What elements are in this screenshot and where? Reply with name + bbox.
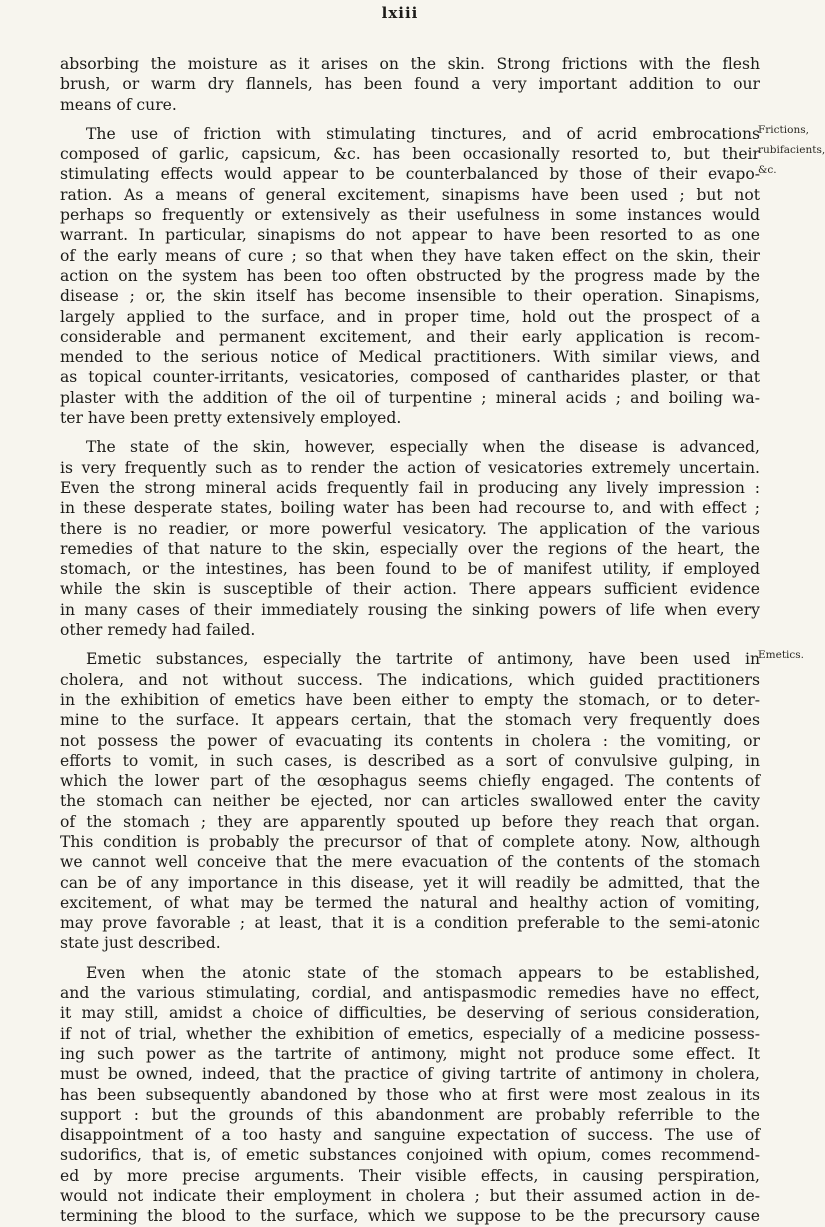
text-line [60,164,777,184]
line-text: termining the blood to the surface, which we suppose to be the precursory cause [60,1207,760,1226]
line-text: if not of trial, whether the exhibition of emetics, especially of a medicine possess- [60,1024,760,1043]
text-line [60,205,760,225]
text-line [60,478,760,498]
line-text: warrant. In particular, sinapisms do not appear to have been resorted to as one [60,226,760,245]
margin-note: Emetics. [758,649,805,662]
paragraph [60,437,760,640]
line-text: is very frequently such as to render the action of vesicatories extremely uncertain. [60,458,760,477]
text-line [60,286,760,306]
text-line [60,74,760,94]
line-text: in many cases of their immediately rousing the sinking powers of life when every [60,600,760,619]
line-text: brush, or warm dry flannels, has been found a very important addition to our [60,75,760,94]
text-line [60,751,760,771]
text-line [60,812,760,832]
line-text: would not indicate their employment in cholera ; but their assumed action in de- [60,1187,760,1206]
text-line [60,791,760,811]
line-text: action on the system has been too often obstructed by the progress made by the [60,266,760,285]
line-text: absorbing the moisture as it arises on the skin. Strong frictions with the flesh [60,55,760,73]
line-text: of the early means of cure ; so that when they have taken effect on the skin, their [60,246,760,265]
line-text: not possess the power of evacuating its contents in cholera : the vomiting, or [60,731,760,750]
line-text: largely applied to the surface, and in proper time, hold out the prospect of a [60,307,760,326]
line-text: sudorifics, that is, of emetic substances conjoined with opium, comes recommend- [60,1146,760,1165]
text-line [60,1003,760,1023]
text-line [60,913,760,933]
text-line [60,771,760,791]
paragraph-gap [60,954,760,963]
line-text: ed by more precise arguments. Their visible effects, in causing perspiration, [60,1166,760,1185]
line-text: Emetic substances, especially the tartrite of antimony, have been used in [86,650,760,669]
text-line [60,649,805,669]
text-line [60,437,760,457]
text-line [60,225,760,245]
text-line [60,246,760,266]
line-text: Even when the atonic state of the stomach appears to be established, [86,963,760,982]
text-line [60,144,825,164]
text-line [60,690,760,710]
text-line [60,458,760,478]
text-line [60,95,760,115]
text-line [60,832,760,852]
margin-note: Frictions, [758,123,809,136]
text-line [60,559,760,579]
text-line [60,123,809,144]
text-line [60,1206,760,1226]
text-line [60,1105,760,1125]
paragraph [60,649,805,953]
text-line [60,307,760,327]
text-line [60,1186,760,1206]
paragraph-gap [60,428,760,437]
line-text: in the exhibition of emetics have been either to empty the stomach, or to deter- [60,690,760,709]
page-number: lxiii [381,4,419,22]
line-text: has been subsequently abandoned by those who at first were most zealous in its [60,1085,760,1104]
paragraph [60,54,760,115]
text-line [60,54,760,74]
line-text: in these desperate states, boiling water has been had recourse to, and with effect ; [60,499,760,518]
line-text: ration. As a means of general excitement, sinapisms have been used ; but not [60,185,760,204]
line-text: of the stomach ; they are apparently spouted up before they reach that organ. [60,812,760,831]
line-text: disappointment of a too hasty and sanguine expectation of success. The use of [60,1126,760,1145]
line-text: This condition is probably the precursor of that of complete atony. Now, although [60,832,760,851]
line-text: The state of the skin, however, especially when the disease is advanced, [86,438,760,457]
line-text: must be owned, indeed, that the practice of giving tartrite of antimony in cholera, [60,1065,760,1084]
line-text: means of cure. [60,95,177,114]
text-line [60,1044,760,1064]
text-line [60,1125,760,1145]
line-text: and the various stimulating, cordial, and antispasmodic remedies have no effect, [60,984,760,1003]
paragraph [60,963,760,1227]
line-text: which the lower part of the œsophagus seems chiefly engaged. The contents of [60,772,760,791]
text-line [60,1145,760,1165]
line-text: composed of garlic, capsicum, &c. has been occasionally resorted to, but their [60,145,760,164]
line-text: ter have been pretty extensively employed. [60,409,402,428]
margin-note: rubifacients, [758,144,825,157]
text-line [60,1166,760,1186]
text-line [60,852,760,872]
line-text: considerable and permanent excitement, and their early application is recom- [60,327,760,346]
line-text: The use of friction with stimulating tinctures, and of acrid embrocations [86,124,760,143]
margin-note: &c. [758,164,777,177]
text-line [60,1064,760,1084]
line-text: support : but the grounds of this abandonment are probably referrible to the [60,1105,760,1124]
text-line [60,408,760,428]
text-line [60,519,760,539]
line-text: cholera, and not without success. The indications, which guided practitioners [60,670,760,689]
paragraph-gap [60,640,760,649]
text-line [60,327,760,347]
text-line [60,498,760,518]
text-line [60,933,760,953]
text-line [60,388,760,408]
line-text: other remedy had failed. [60,621,256,640]
paragraph-gap [60,115,760,124]
line-text: remedies of that nature to the skin, especially over the regions of the heart, the [60,539,760,558]
text-line [60,1085,760,1105]
text-line [60,983,760,1003]
line-text: plaster with the addition of the oil of turpentine ; mineral acids ; and boiling wa- [60,388,760,407]
line-text: state just described. [60,934,221,953]
line-text: efforts to vomit, in such cases, is described as a sort of convulsive gulping, in [60,751,760,770]
line-text: stomach, or the intestines, has been found to be of manifest utility, if employed [60,560,760,579]
line-text: ing such power as the tartrite of antimony, might not produce some effect. It [60,1044,760,1063]
text-line [60,600,760,620]
line-text: while the skin is susceptible of their action. There appears sufficient evidence [60,580,760,599]
line-text: can be of any importance in this disease, yet it will readily be admitted, that the [60,873,760,892]
line-text: stimulating effects would appear to be counterbalanced by those of their evapo- [60,165,760,184]
line-text: it may still, amidst a choice of difficulties, be deserving of serious consideration, [60,1004,760,1023]
text-line [60,266,760,286]
text-line [60,539,760,559]
text-line [60,347,760,367]
text-line [60,185,760,205]
line-text: there is no readier, or more powerful vesicatory. The application of the various [60,519,760,538]
text-line [60,710,760,730]
paragraph [60,123,825,428]
line-text: perhaps so frequently or extensively as their usefulness in some instances would [60,206,760,225]
line-text: mended to the serious notice of Medical practitioners. With similar views, and [60,348,760,367]
text-line [60,1024,760,1044]
line-text: mine to the surface. It appears certain, that the stomach very frequently does [60,711,760,730]
text-line [60,670,760,690]
line-text: we cannot well conceive that the mere evacuation of the contents of the stomach [60,853,760,872]
text-line [60,620,760,640]
line-text: may prove favorable ; at least, that it is a condition preferable to the semi-atonic [60,914,760,933]
line-text: excitement, of what may be termed the natural and healthy action of vomiting, [60,893,760,912]
line-text: Even the strong mineral acids frequently fail in producing any lively impression : [60,478,760,497]
text-line [60,873,760,893]
text-line [60,367,760,387]
line-text: as topical counter-irritants, vesicatories, composed of cantharides plaster, or that [60,368,760,387]
text-line [60,893,760,913]
line-text: the stomach can neither be ejected, nor can articles swallowed enter the cavity [60,792,760,811]
text-line [60,579,760,599]
line-text: disease ; or, the skin itself has become insensible to their operation. Sinapisms, [60,287,760,306]
text-line [60,731,760,751]
text-line [60,963,760,983]
body-text [60,54,825,1227]
